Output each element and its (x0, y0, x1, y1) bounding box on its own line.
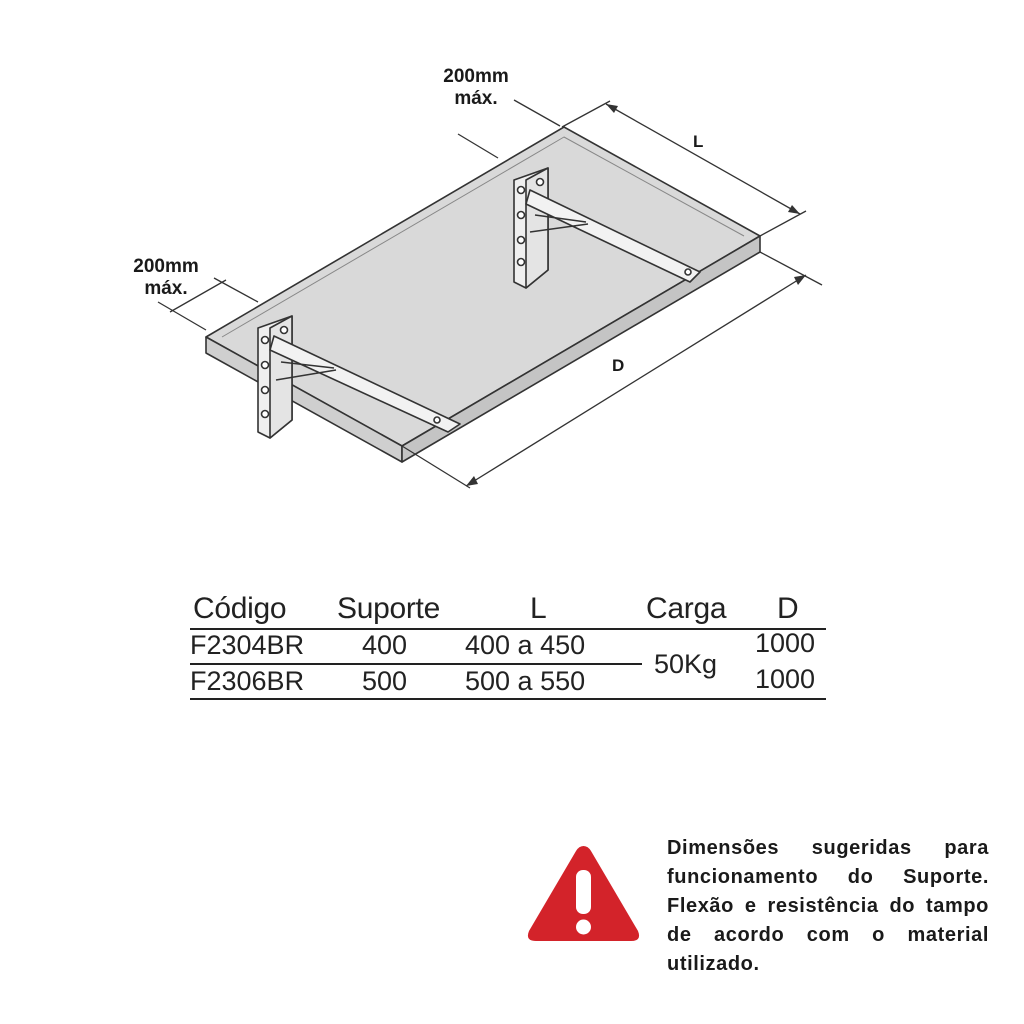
dimension-D-label: D (612, 356, 625, 375)
header-carga: Carga (646, 592, 727, 625)
row-divider (190, 663, 642, 665)
row2-suporte: 500 (362, 666, 408, 696)
table-bottom-rule (190, 698, 826, 700)
header-l: L (530, 592, 547, 625)
row2-codigo: F2306BR (190, 666, 305, 696)
header-d: D (777, 592, 799, 625)
dimension-left-label: 200mm máx. (133, 256, 199, 299)
warning-triangle-icon (525, 842, 642, 945)
header-codigo: Código (193, 592, 287, 625)
row1-codigo: F2304BR (190, 630, 305, 660)
row2-d: 1000 (755, 664, 816, 694)
row1-d: 1000 (755, 628, 816, 658)
dimension-top-label: 200mm máx. (443, 66, 509, 109)
header-suporte: Suporte (337, 592, 440, 625)
dimension-L-label: L (693, 132, 704, 151)
row2-l: 500 a 550 (465, 666, 586, 696)
warning-note: Dimensões sugeridas para funcionamento do Suporte. Flexão e resistência do tampo de acordo com o material utilizado. (667, 837, 989, 975)
row1-l: 400 a 450 (465, 630, 586, 660)
row1-suporte: 400 (362, 630, 408, 660)
carga-value: 50Kg (654, 649, 718, 679)
